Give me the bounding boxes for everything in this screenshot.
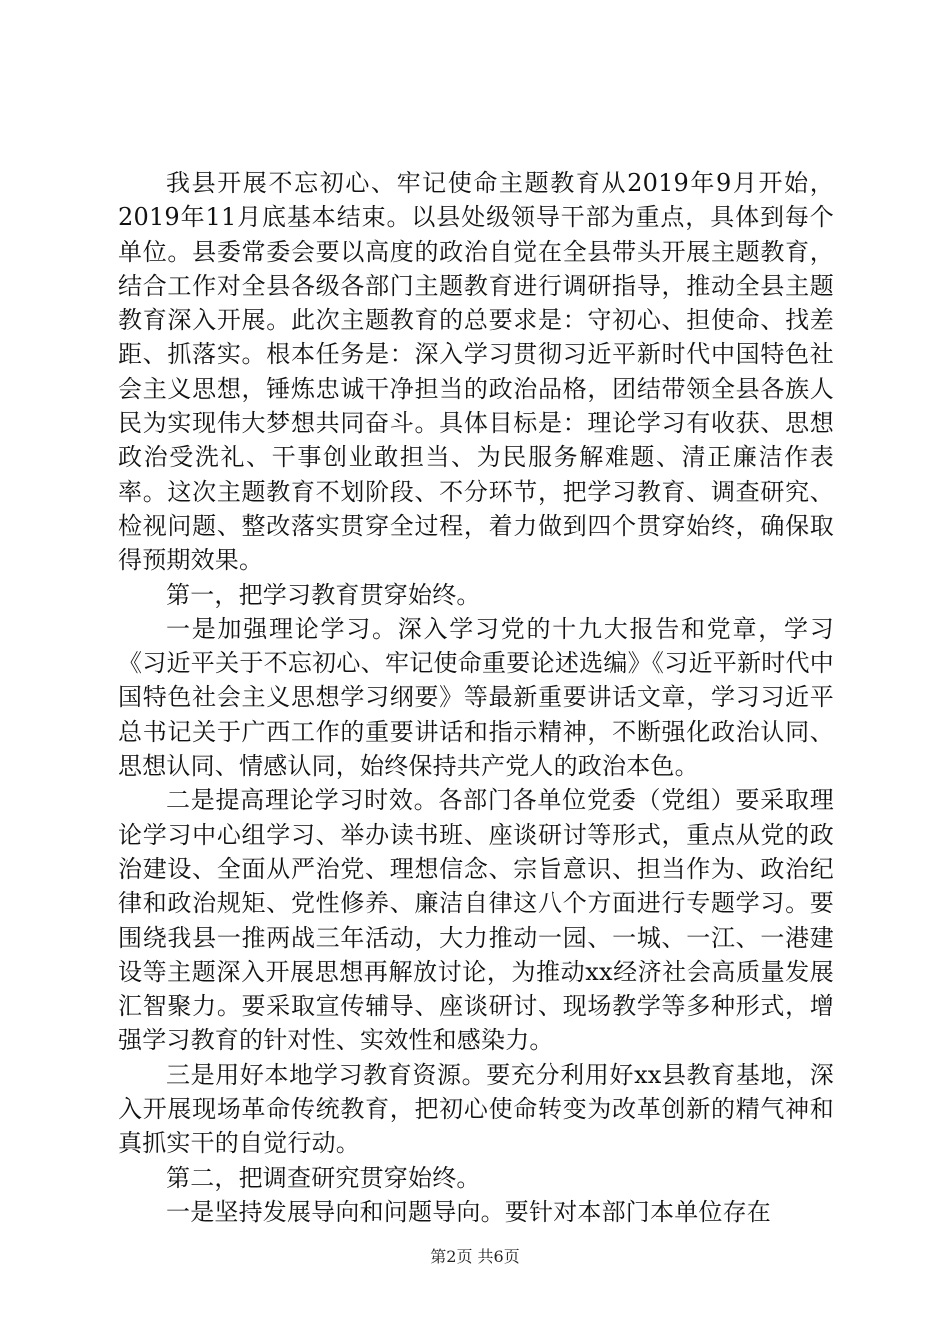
- paragraph-heading-second: 第二，把调查研究贯穿始终。: [166, 1163, 481, 1192]
- paragraph-local-resources: 三是用好本地学习教育资源。要充分利用好xx县教育基地，深入开展现场革命传统教育，把初心使命转变为改革创新的精气神和真抓实干的自觉行动。: [118, 1060, 834, 1158]
- paragraph-theory-study: 一是加强理论学习。深入学习党的十九大报告和党章，学习《习近平关于不忘初心、牢记使命重要论述选编》《习近平新时代中国特色社会主义思想学习纲要》等最新重要讲话文章，学习习近平总书记关于广西工作的重要讲话和指示精神，不断强化政治认同、思想认同、情感认同，始终保持共产党人的政治本色。: [118, 614, 834, 781]
- document-body: [118, 166, 834, 1229]
- page-number-footer: 第2页 共6页: [430, 1247, 520, 1266]
- paragraph-heading-first: 第一，把学习教育贯穿始终。: [166, 580, 481, 609]
- paragraph-study-effectiveness: 二是提高理论学习时效。各部门各单位党委（党组）要采取理论学习中心组学习、举办读书班、座谈研讨等形式，重点从党的政治建设、全面从严治党、理想信念、宗旨意识、担当作为、政治纪律和政治规矩、党性修养、廉洁自律这八个方面进行专题学习。要围绕我县一推两战三年活动，大力推动一园、一城、一江、一港建设等主题深入开展思想再解放讨论，为推动xx经济社会高质量发展汇智聚力。要采取宣传辅导、座谈研讨、现场教学等多种形式，增强学习教育的针对性、实效性和感染力。: [118, 786, 834, 1055]
- paragraph-development-orientation: 一是坚持发展导向和问题导向。要针对本部门本单位存在: [166, 1197, 771, 1226]
- paragraph-intro: 我县开展不忘初心、牢记使命主题教育从2019年9月开始，2019年11月底基本结束。以县处级领导干部为重点，具体到每个单位。县委常委会要以高度的政治自觉在全县带头开展主题教育，结合工作对全县各级各部门主题教育进行调研指导，推动全县主题教育深入开展。此次主题教育的总要求是：守初心、担使命、找差距、抓落实。根本任务是：深入学习贯彻习近平新时代中国特色社会主义思想，锤炼忠诚干净担当的政治品格，团结带领全县各族人民为实现伟大梦想共同奋斗。具体目标是：理论学习有收获、思想政治受洗礼、干事创业敢担当、为民服务解难题、清正廉洁作表率。这次主题教育不划阶段、不分环节，把学习教育、调查研究、检视问题、整改落实贯穿全过程，着力做到四个贯穿始终，确保取得预期效果。: [118, 169, 834, 575]
